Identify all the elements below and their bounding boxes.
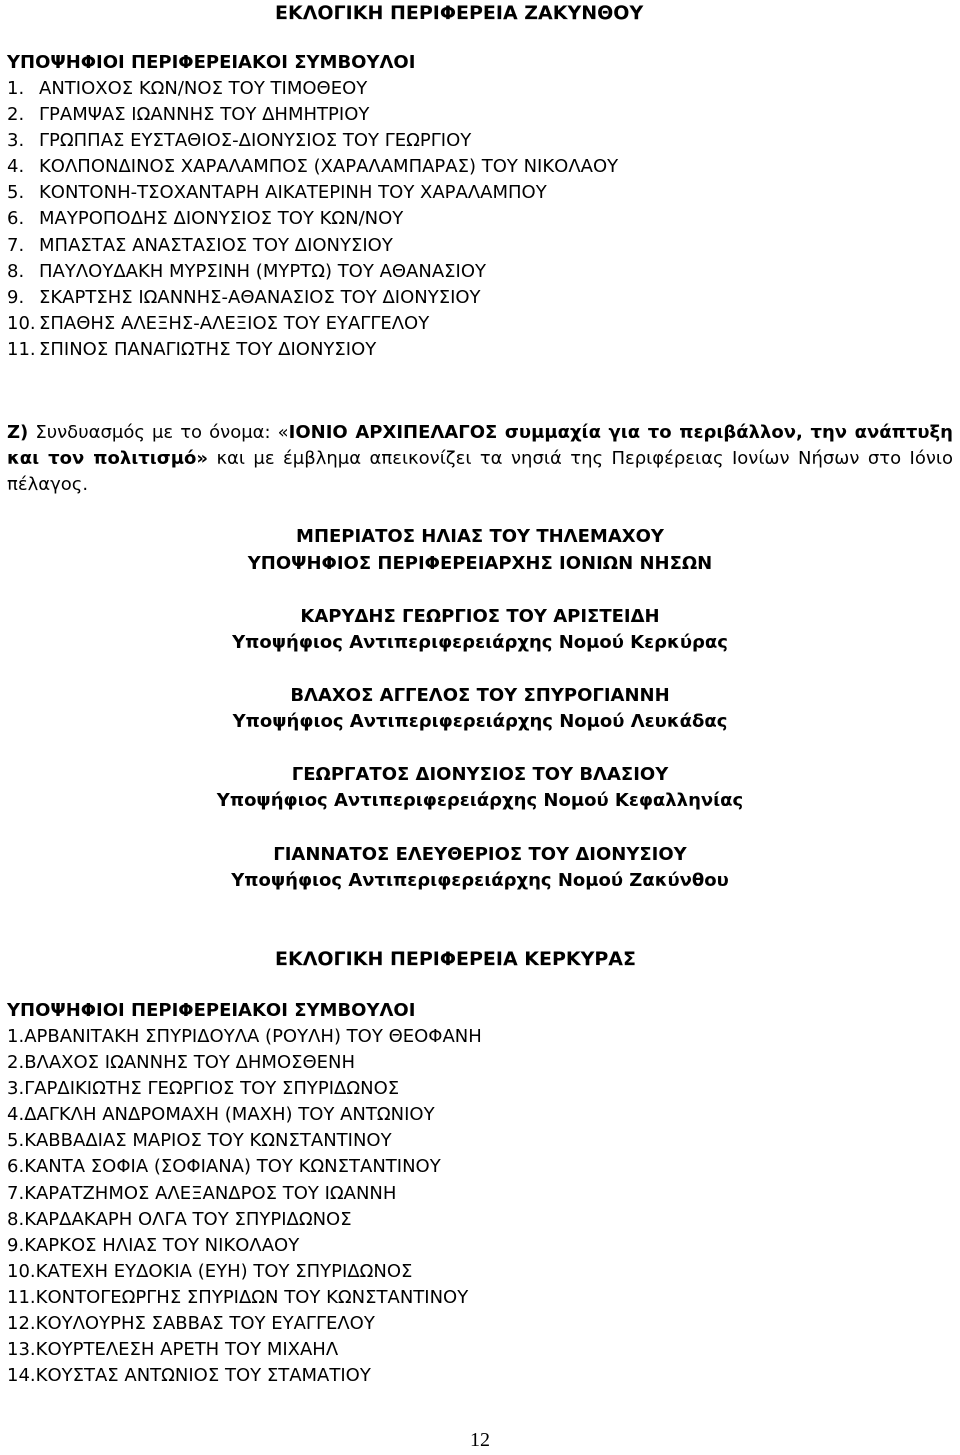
list-item: 9. ΣΚΑΡΤΣΗΣ ΙΩΑΝΝΗΣ-ΑΘΑΝΑΣΙΟΣ ΤΟΥ ΔΙΟΝΥΣΙΟΥ — [7, 286, 481, 308]
list-item: 5.ΚΑΒΒΑΔΙΑΣ ΜΑΡΙΟΣ ΤΟΥ ΚΩΝΣΤΑΝΤΙΝΟΥ — [7, 1130, 392, 1152]
candidate-list-kerkyra — [7, 1024, 482, 1389]
deputy-role: Υποψήφιος Αντιπεριφερειάρχης Νομού Κεφαλληνίας — [216, 790, 744, 811]
list-item: 8.ΚΑΡΔΑΚΑΡΗ ΟΛΓΑ ΤΟΥ ΣΠΥΡΙΔΩΝΟΣ — [7, 1208, 352, 1230]
list-item: 7. ΜΠΑΣΤΑΣ ΑΝΑΣΤΑΣΙΟΣ ΤΟΥ ΔΙΟΝΥΣΙΟΥ — [7, 234, 393, 256]
coalition-intro: Συνδυασμός με το όνομα: « — [35, 422, 289, 443]
list-item: 2.ΒΛΑΧΟΣ ΙΩΑΝΝΗΣ ΤΟΥ ΔΗΜΟΣΘΕΝΗ — [7, 1052, 356, 1074]
deputy-role: Υποψήφιος Αντιπεριφερειάρχης Νομού Κερκύρας — [232, 632, 728, 653]
deputy-name: ΒΛΑΧΟΣ ΑΓΓΕΛΟΣ ΤΟΥ ΣΠΥΡΟΓΙΑΝΝΗ — [290, 685, 670, 706]
deputy-name: ΓΙΑΝΝΑΤΟΣ ΕΛΕΥΘΕΡΙΟΣ ΤΟΥ ΔΙΟΝΥΣΙΟΥ — [273, 844, 687, 865]
coalition-description: και με έμβλημα απεικονίζει τα νησιά της Περιφέρειας Ιονίων Νήσων στο Ιόνιο πέλαγος. — [7, 448, 953, 495]
deputy-role: Υποψήφιος Αντιπεριφερειάρχης Νομού Λευκάδας — [232, 711, 728, 732]
head-candidate-name: ΜΠΕΡΙΑΤΟΣ ΗΛΙΑΣ ΤΟΥ ΤΗΛΕΜΑΧΟΥ — [296, 526, 664, 547]
list-item: 10.ΚΑΤΕΧΗ ΕΥΔΟΚΙΑ (ΕΥΗ) ΤΟΥ ΣΠΥΡΙΔΩΝΟΣ — [7, 1260, 413, 1282]
section-title-zakynthos: ΕΚΛΟΓΙΚΗ ΠΕΡΙΦΕΡΕΙΑ ΖΑΚΥΝΘΟΥ — [275, 2, 644, 24]
coalition-paragraph — [7, 420, 953, 498]
list-item: 9.ΚΑΡΚΟΣ ΗΛΙΑΣ ΤΟΥ ΝΙΚΟΛΑΟΥ — [7, 1234, 300, 1256]
list-item: 6.ΚΑΝΤΑ ΣΟΦΙΑ (ΣΟΦΙΑΝΑ) ΤΟΥ ΚΩΝΣΤΑΝΤΙΝΟΥ — [7, 1156, 441, 1178]
page-number: 12 — [470, 1429, 490, 1451]
list-item: 7.ΚΑΡΑΤΖΗΜΟΣ ΑΛΕΞΑΝΔΡΟΣ ΤΟΥ ΙΩΑΝΝΗ — [7, 1182, 397, 1204]
deputy-role: Υποψήφιος Αντιπεριφερειάρχης Νομού Ζακύνθου — [231, 870, 729, 891]
list-item: 12.ΚΟΥΛΟΥΡΗΣ ΣΑΒΒΑΣ ΤΟΥ ΕΥΑΓΓΕΛΟΥ — [7, 1313, 375, 1335]
list-item: 13.ΚΟΥΡΤΕΛΕΣΗ ΑΡΕΤΗ ΤΟΥ ΜΙΧΑΗΛ — [7, 1339, 339, 1361]
list-item: 2. ΓΡΑΜΨΑΣ ΙΩΑΝΝΗΣ ΤΟΥ ΔΗΜΗΤΡΙΟΥ — [7, 104, 370, 126]
list-item: 11. ΣΠΙΝΟΣ ΠΑΝΑΓΙΩΤΗΣ ΤΟΥ ΔΙΟΝΥΣΙΟΥ — [7, 338, 377, 360]
section-title-kerkyra: ΕΚΛΟΓΙΚΗ ΠΕΡΙΦΕΡΕΙΑ ΚΕΡΚΥΡΑΣ — [275, 948, 636, 970]
list-item: 5. ΚΟΝΤΟΝΗ-ΤΣΟΧΑΝΤΑΡΗ ΑΙΚΑΤΕΡΙΝΗ ΤΟΥ ΧΑΡΑΛΑΜΠΟΥ — [7, 182, 547, 204]
section-subtitle-zakynthos: ΥΠΟΨΗΦΙΟΙ ΠΕΡΙΦΕΡΕΙΑΚΟΙ ΣΥΜΒΟΥΛΟΙ — [7, 52, 416, 73]
list-item: 8. ΠΑΥΛΟΥΔΑΚΗ ΜΥΡΣΙΝΗ (ΜΥΡΤΩ) ΤΟΥ ΑΘΑΝΑΣΙΟΥ — [7, 260, 486, 282]
list-item: 4. ΚΟΛΠΟΝΔΙΝΟΣ ΧΑΡΑΛΑΜΠΟΣ (ΧΑΡΑΛΑΜΠΑΡΑΣ) ΤΟΥ ΝΙΚΟΛΑΟΥ — [7, 156, 619, 178]
list-item: 11.ΚΟΝΤΟΓΕΩΡΓΗΣ ΣΠΥΡΙΔΩΝ ΤΟΥ ΚΩΝΣΤΑΝΤΙΝΟΥ — [7, 1286, 469, 1308]
coalition-letter: Ζ) — [7, 422, 29, 443]
list-item: 10. ΣΠΑΘΗΣ ΑΛΕΞΗΣ-ΑΛΕΞΙΟΣ ΤΟΥ ΕΥΑΓΓΕΛΟΥ — [7, 312, 430, 334]
list-item: 1.ΑΡΒΑΝΙΤΑΚΗ ΣΠΥΡΙΔΟΥΛΑ (ΡΟΥΛΗ) ΤΟΥ ΘΕΟΦΑΝΗ — [7, 1026, 482, 1047]
head-candidate-role: ΥΠΟΨΗΦΙΟΣ ΠΕΡΙΦΕΡΕΙΑΡΧΗΣ ΙΟΝΙΩΝ ΝΗΣΩΝ — [247, 553, 713, 574]
list-item: 6. ΜΑΥΡΟΠΟΔΗΣ ΔΙΟΝΥΣΙΟΣ ΤΟΥ ΚΩΝ/ΝΟΥ — [7, 208, 404, 230]
list-item: 14.ΚΟΥΣΤΑΣ ΑΝΤΩΝΙΟΣ ΤΟΥ ΣΤΑΜΑΤΙΟΥ — [7, 1365, 371, 1387]
list-item: 3.ΓΑΡΔΙΚΙΩΤΗΣ ΓΕΩΡΓΙΟΣ ΤΟΥ ΣΠΥΡΙΔΩΝΟΣ — [7, 1078, 400, 1100]
list-item: 1. ΑΝΤΙΟΧΟΣ ΚΩΝ/ΝΟΣ ΤΟΥ ΤΙΜΟΘΕΟΥ — [7, 78, 368, 99]
section-subtitle-kerkyra: ΥΠΟΨΗΦΙΟΙ ΠΕΡΙΦΕΡΕΙΑΚΟΙ ΣΥΜΒΟΥΛΟΙ — [7, 1000, 416, 1021]
list-item: 3. ΓΡΩΠΠΑΣ ΕΥΣΤΑΘΙΟΣ-ΔΙΟΝΥΣΙΟΣ ΤΟΥ ΓΕΩΡΓΙΟΥ — [7, 130, 472, 152]
deputy-name: ΚΑΡΥΔΗΣ ΓΕΩΡΓΙΟΣ ΤΟΥ ΑΡΙΣΤΕΙΔΗ — [300, 606, 660, 627]
coalition-name-close: » — [196, 448, 209, 469]
list-item: 4.ΔΑΓΚΛΗ ΑΝΔΡΟΜΑΧΗ (ΜΑΧΗ) ΤΟΥ ΑΝΤΩΝΙΟΥ — [7, 1104, 435, 1126]
coalition-name: ΙΟΝΙΟ ΑΡΧΙΠΕΛΑΓΟΣ συμμαχία για το περιβάλλον, την ανάπτυξη και τον πολιτισμό — [7, 422, 953, 469]
candidate-list-zakynthos — [7, 76, 618, 363]
deputy-name: ΓΕΩΡΓΑΤΟΣ ΔΙΟΝΥΣΙΟΣ ΤΟΥ ΒΛΑΣΙΟΥ — [291, 764, 669, 785]
